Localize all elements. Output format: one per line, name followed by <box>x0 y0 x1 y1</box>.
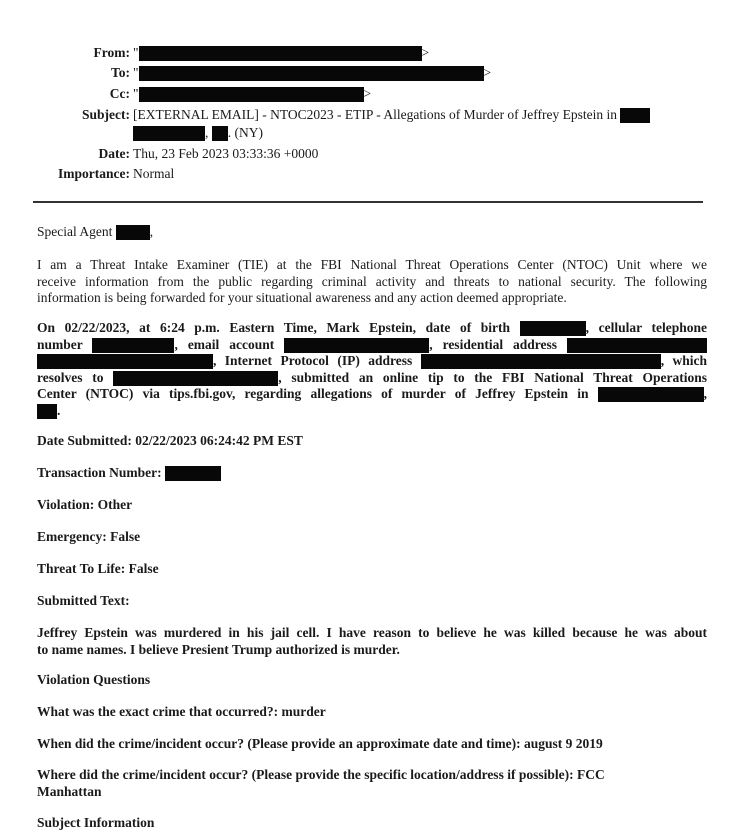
question-crime: What was the exact crime that occurred?: murder <box>37 704 326 719</box>
date-value: Thu, 23 Feb 2023 03:33:36 +0000 <box>133 146 319 161</box>
date-submitted: Date Submitted: 02/22/2023 06:24:42 PM EST <box>37 433 303 448</box>
importance-label: Importance: <box>58 166 130 181</box>
redaction-block <box>421 354 661 369</box>
question-when: When did the crime/incident occur? (Please provide an approximate date and time): august 9 2019 <box>37 736 603 751</box>
cc-value: " > <box>133 86 372 101</box>
violation: Violation: Other <box>37 497 133 512</box>
redaction-block <box>133 126 205 141</box>
redaction-block <box>598 387 704 402</box>
redaction-block <box>284 338 429 353</box>
redaction-block <box>139 46 422 61</box>
submitted-text-label: Submitted Text: <box>37 593 130 608</box>
redaction-block <box>567 338 707 353</box>
subject-information-heading: Subject Information <box>37 815 155 830</box>
emergency: Emergency: False <box>37 529 141 544</box>
redaction-block <box>139 87 364 102</box>
subject-label: Subject: <box>82 107 130 122</box>
transaction-number: Transaction Number: <box>37 465 707 482</box>
header-divider <box>33 201 703 203</box>
date-label: Date: <box>98 146 130 161</box>
tip-paragraph: On 02/22/2023, at 6:24 p.m. Eastern Time, Mark Epstein, date of birth , cellular telephone number , email account , residential address , Internet Protocol (IP) address , which resolves to , submitted an online tip to the FBI National Threat Operations Center (NTOC) via tips.fbi.gov, regarding allegations of murder of Jeffrey Epstein in , . <box>37 320 708 418</box>
redaction-block <box>139 66 484 81</box>
question-where: Where did the crime/incident occur? (Please provide the specific location/address if possible): FCC Manhattan <box>37 767 605 799</box>
redaction-block <box>520 321 586 336</box>
redaction-block <box>116 225 150 240</box>
threat-to-life: Threat To Life: False <box>37 561 159 576</box>
redaction-block <box>165 466 221 481</box>
redaction-block <box>212 126 228 141</box>
from-value: " > <box>133 45 430 60</box>
intro-paragraph: I am a Threat Intake Examiner (TIE) at the FBI National Threat Operations Center (NTOC) Unit where we receive information from the public regarding criminal activity and threats to national security. The following information is being forwarded for your situational awareness and any action deemed appropriate. <box>37 257 707 305</box>
email-document: From: " > To: " > Cc: " > Subject: [EXTERNAL EMAIL] - NTOC2023 - ETIP - Allegations of Murder of Jeffrey Epstein in , . (NY) Date: Thu, 23 Feb 2023 03:33:36 +0000 Importance: Normal Special Agent , I am a Threat Intake Examiner (TIE) at the FBI National Threat Operations Center (NTOC) Unit where we receive information from the public regarding criminal activity and threats to national security. The following information is being forwarded for your situational awareness and any action deemed appropriate. On 02/22/2023, at 6:24 p.m. Eastern Time, Mark Epstein, date of birth , cellular telephone number , email account , residential address , Internet Protocol (IP) address , which resolves to , submitted an online tip to the FBI National Threat Operations Center (NTOC) via tips.fbi.gov, regarding allegations of murder of Jeffrey Epstein in , . Date Submitted: 02/22/2023 06:24:42 PM EST Transaction Number: Violation: Other Emergency: False Threat To Life: False Submitted Text: Jeffrey Epstein was murdered in his jail cell. I have reason to believe he was killed because he was about to name names. I believe Presient Trump authorized is murder. Violation Questions What was the exact crime that occurred?: murder When did the crime/incident occur? (Please provide an approximate date and time): august 9 2019 Where did the crime/incident occur? (Please provide the specific location/address if possible): FCC Manhattan Subject Information <box>0 0 750 840</box>
cc-label: Cc: <box>109 86 130 101</box>
redaction-block <box>113 371 278 386</box>
from-label: From: <box>93 45 130 60</box>
greeting: Special Agent , <box>37 224 154 239</box>
subject-value: [EXTERNAL EMAIL] - NTOC2023 - ETIP - Allegations of Murder of Jeffrey Epstein in <box>133 106 650 124</box>
to-value: " > <box>133 65 492 80</box>
redaction-block <box>92 338 174 353</box>
redaction-block <box>620 108 650 123</box>
submitted-text: Jeffrey Epstein was murdered in his jail cell. I have reason to believe he was killed because he was about to name names. I believe Presient Trump authorized is murder. <box>37 625 707 657</box>
violation-questions-heading: Violation Questions <box>37 672 151 687</box>
redaction-block <box>37 354 213 369</box>
importance-value: Normal <box>133 166 175 181</box>
to-label: To: <box>110 65 130 80</box>
redaction-block <box>37 404 57 419</box>
